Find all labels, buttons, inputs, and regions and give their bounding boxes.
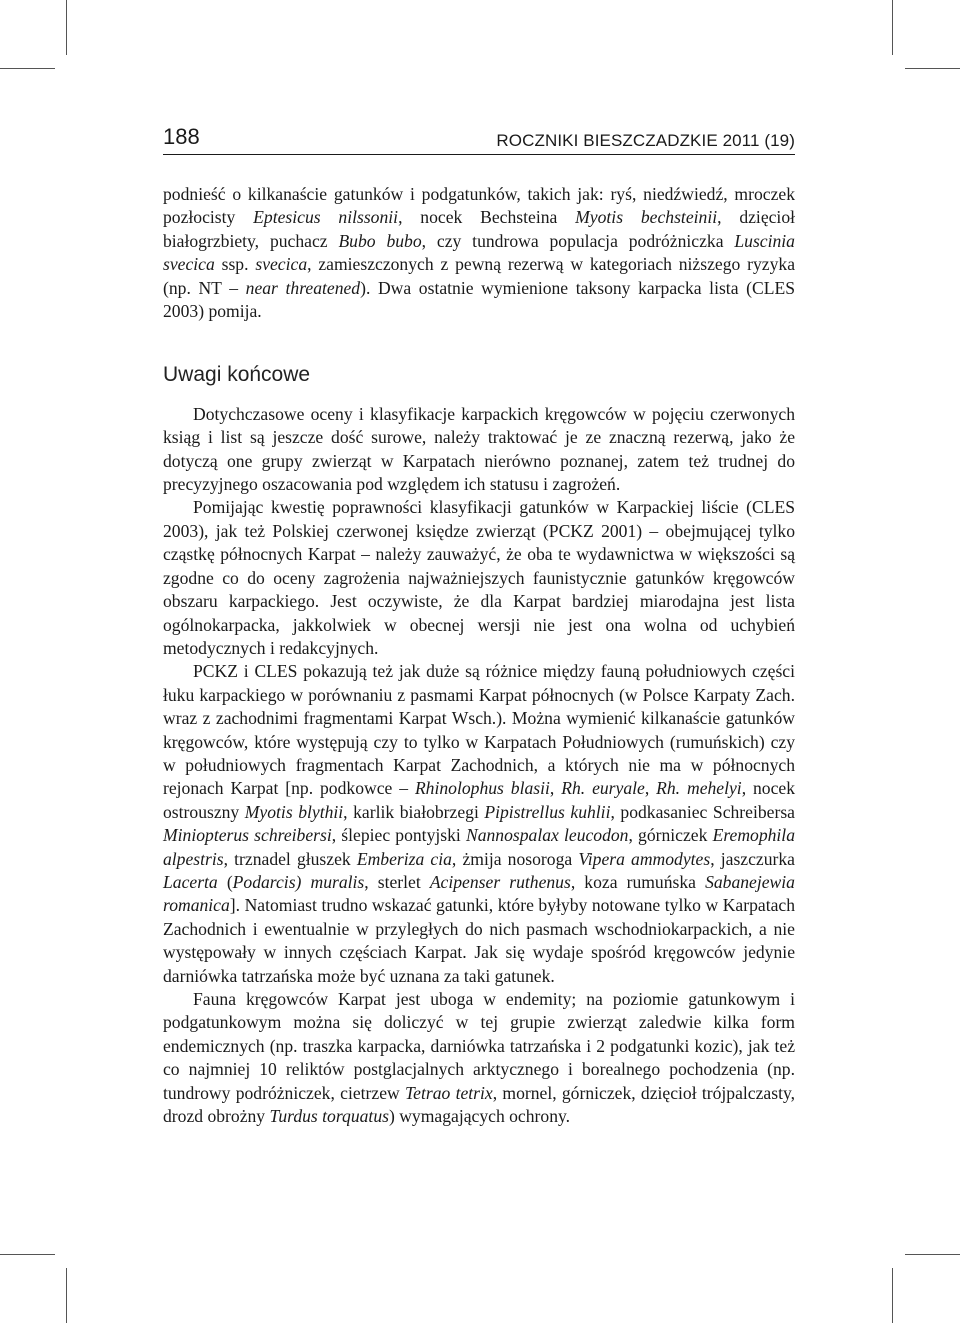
section-title: Uwagi końcowe (163, 363, 311, 387)
page-header (163, 118, 795, 155)
crop-mark (0, 68, 55, 69)
text-run: ]. Natomiast trudno wskazać gatunki, które byłyby notowane tylko w Karpatach Zachodnich i ewentualnie w przyległych do nich pasmach wschodniokarpackich, a nie występowały w innych częściach Karpat. Jak się wydaje spośród kręgowców jedynie darniówka tatrzańska może być uznana za taki gatunek. (163, 895, 795, 986)
text-run: , górniczek (628, 825, 713, 846)
latin-name: Rh. mehelyi (656, 778, 742, 799)
text-run: , podkasaniec Schreibersa (610, 801, 795, 822)
text-run: Dotychczasowe oceny i klasyfikacje karpackich kręgowców w pojęciu czerwonych ksiąg i list są jeszcze dość surowe, należy traktować je ze znaczną rezerwą, jako że dotyczą one grupy zwierząt w Karpatach nierówno poznanej, zatem też trudnej do precyzyjnego oszacowania pod względem ich statusu i zagrożeń. (163, 403, 795, 495)
text-run: , nocek ostrouszny (163, 778, 796, 822)
latin-name: Sabanejewia romanica (163, 871, 795, 916)
text-run: ( (217, 871, 233, 892)
text-run: , sterlet (364, 871, 430, 892)
latin-name: Myotis bechsteinii (575, 207, 718, 228)
latin-name: Myotis blythii (244, 801, 344, 822)
text-run: PCKZ i CLES pokazują też jak duże są różnice między fauną południowych części łuku karpackiego w porównaniu z pasmami Karpat północnych (w Polsce Karpaty Zach. wraz z zachodnimi fragmentami Karpat Wsch.). Można wymienić kilkanaście gatunków kręgowców, które występują czy to tylko w Karpatach Południowych (rumuńskich) czy w południowych fragmentach Karpat Zachodnich, a których nie ma w północnych rejonach Karpat [np. podkowce – (163, 661, 795, 799)
latin-name: Pipistrellus kuhlii (484, 801, 611, 822)
latin-name: Acipenser ruthenus (429, 871, 571, 892)
text-run: , (549, 778, 562, 799)
text-run: , ślepiec pontyjski (331, 825, 466, 846)
latin-name: Luscinia svecica (163, 230, 795, 275)
latin-name: Bubo bubo (338, 230, 422, 251)
latin-name: Podarcis) (232, 871, 302, 892)
paragraph (163, 183, 795, 323)
text-run: , zamieszczonych z pewną rezerwą w kategoriach niższego ryzyka (np. NT – (163, 254, 795, 298)
text-run: , dzięcioł białogrzbiety, puchacz (163, 207, 796, 251)
crop-mark (66, 1268, 67, 1323)
latin-name: Emberiza cia (356, 848, 452, 869)
crop-mark (905, 1254, 960, 1255)
crop-mark (905, 68, 960, 69)
text-run: podnieść o kilkanaście gatunków i podgatunków, takich jak: ryś, niedźwiedź, mroczek pozłocisty (163, 184, 795, 228)
latin-name: Lacerta (163, 871, 218, 892)
crop-mark (66, 0, 67, 55)
latin-name: Turdus torquatus (269, 1106, 389, 1127)
article-body (163, 183, 795, 1128)
text-run: , koza rumuńska (570, 871, 706, 892)
text-run: ) wymagających ochrony. (388, 1106, 571, 1127)
page-number: 188 (163, 124, 200, 149)
crop-mark (0, 1254, 55, 1255)
latin-name: Vipera ammodytes (578, 848, 711, 869)
latin-name: muralis (310, 871, 365, 892)
paragraph (163, 496, 795, 660)
text-run: , jaszczurka (710, 848, 795, 869)
text-run: Fauna kręgowców Karpat jest uboga w endemity; na poziomie gatunkowym i podgatunkowym można się doliczyć w tej grupie zwierząt zaledwie kilka form endemicznych (np. traszka karpacka, darniówka tatrzańska i 2 podgatunki kozic), jak też co najmniej 10 reliktów postglacjalnych arktycznego i borealnego pochodzenia (np. tundrowy podróżniczek, cietrzew (163, 989, 795, 1103)
latin-name: Nannospalax leucodon (465, 825, 629, 846)
latin-name: Rh. euryale (561, 778, 645, 799)
running-head: ROCZNIKI BIESZCZADZKIE 2011 (19) (496, 131, 795, 150)
latin-name: Tetrao tetrix (405, 1082, 493, 1103)
paragraph (163, 988, 795, 1128)
text-run: , karlik białobrzegi (343, 801, 485, 822)
latin-name: Eptesicus nilssonii (253, 207, 399, 228)
latin-name: near threatened (245, 277, 361, 298)
paragraph (163, 403, 795, 497)
latin-name: Eremophila alpestris (163, 825, 795, 869)
text-run: ssp. (214, 254, 256, 275)
crop-mark (892, 1268, 893, 1323)
text-run: , trznadel głuszek (223, 848, 357, 869)
paragraph (163, 660, 795, 988)
text-run: , czy tundrowa populacja podróżniczka (421, 230, 735, 251)
text-run: , nocek Bechsteina (398, 207, 576, 228)
text-run: ). Dwa ostatnie wymienione taksony karpacka lista (CLES 2003) pomija. (163, 277, 795, 322)
text-run: , mornel, górniczek, dzięcioł trójpalczasty, drozd obrożny (163, 1082, 796, 1127)
crop-mark (892, 0, 893, 55)
latin-name: Miniopterus schreibersi (163, 825, 332, 846)
text-run: Pomijając kwestię poprawności klasyfikacji gatunków w Karpackiej liście (CLES 2003), jak też Polskiej czerwonej księdze zwierząt (PCKZ 2001) – obejmującej tylko cząstkę północnych Karpat – należy zauważyć, że oba te wydawnictwa w większości są zgodne co do oceny zagrożenia najważniejszych faunistycznie gatunków kręgowców obszaru karpackiego. Jest oczywiste, że dla Karpat bardziej miarodajna jest lista ogólnokarpacka, jakkolwiek w obecnej wersji nie jest ona wolna od uchybień metodycznych i redakcyjnych. (163, 497, 795, 658)
page (163, 118, 795, 1128)
text-run: , (644, 778, 657, 799)
latin-name: svecica (255, 254, 308, 275)
latin-name: Rhinolophus blasii (414, 778, 550, 799)
text-run: , żmija nosoroga (451, 848, 579, 869)
